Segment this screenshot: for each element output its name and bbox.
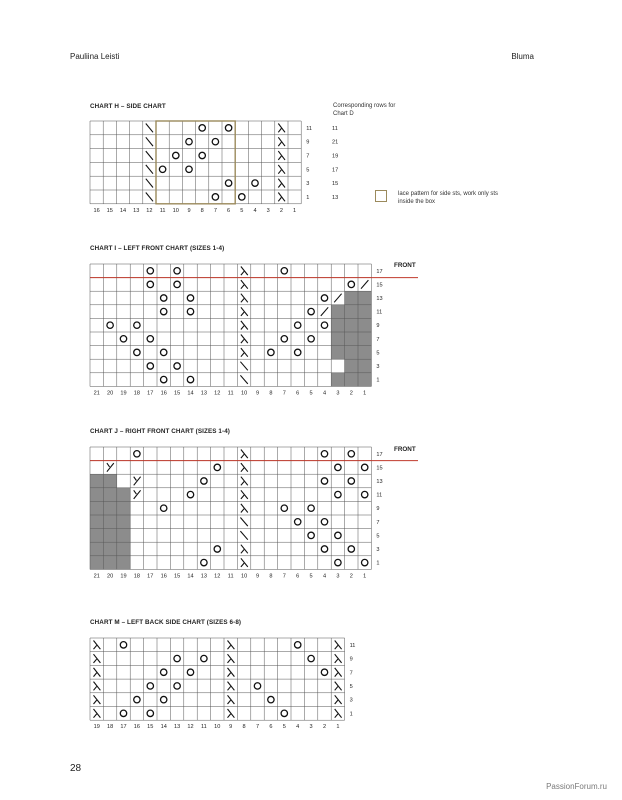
row-label: 11 <box>376 309 383 316</box>
column-label: 7 <box>282 390 286 397</box>
column-label: 12 <box>214 573 221 580</box>
column-label: 13 <box>200 573 208 580</box>
chart-j-front-label: FRONT <box>394 446 416 453</box>
row-label: 3 <box>306 181 310 188</box>
column-label: 14 <box>187 573 194 580</box>
column-label: 3 <box>266 207 270 214</box>
column-label: 2 <box>322 724 327 731</box>
column-label: 9 <box>229 724 233 731</box>
column-label: 7 <box>255 724 260 731</box>
column-label: 9 <box>255 390 260 397</box>
column-label: 16 <box>160 390 167 397</box>
column-label: 5 <box>240 207 244 214</box>
column-label: 12 <box>214 390 221 397</box>
chart-d-row-label: 15 <box>332 181 339 188</box>
decrease-symbol <box>94 695 101 704</box>
column-label: 2 <box>349 390 353 397</box>
column-label: 18 <box>133 573 141 580</box>
column-label: 15 <box>106 207 113 214</box>
column-label: 12 <box>187 724 194 731</box>
yarn-over-symbol <box>174 683 180 689</box>
row-label: 5 <box>306 167 310 174</box>
column-label: 7 <box>213 207 217 214</box>
column-label: 21 <box>93 390 100 397</box>
row-label: 1 <box>376 560 380 567</box>
decrease-symbol <box>94 641 101 650</box>
row-label: 7 <box>376 336 380 343</box>
decrease-symbol <box>228 695 235 704</box>
column-label: 2 <box>279 207 283 214</box>
row-label: 17 <box>376 451 383 458</box>
header-title: Bluma <box>511 52 534 61</box>
column-label: 9 <box>255 573 260 580</box>
column-label: 17 <box>147 390 154 397</box>
column-label: 15 <box>147 724 154 731</box>
chart-d-row-label: 17 <box>332 167 339 174</box>
row-label: 15 <box>376 282 383 289</box>
column-label: 8 <box>200 207 204 214</box>
row-label: 15 <box>376 465 383 472</box>
watermark: PassionForum.ru <box>546 782 607 791</box>
column-label: 3 <box>336 573 340 580</box>
chart-i-front-label: FRONT <box>394 262 416 269</box>
column-label: 13 <box>173 724 181 731</box>
yarn-over-symbol <box>295 642 301 648</box>
decrease-symbol <box>335 682 342 691</box>
column-label: 11 <box>227 573 234 580</box>
column-label: 15 <box>173 573 181 580</box>
row-label: 9 <box>376 506 380 513</box>
column-label: 10 <box>240 390 248 397</box>
column-label: 13 <box>133 207 140 214</box>
column-label: 10 <box>214 724 221 731</box>
column-label: 14 <box>187 390 194 397</box>
decrease-symbol <box>335 641 342 650</box>
decrease-symbol <box>94 668 101 677</box>
chart-d-row-label: 11 <box>332 125 338 132</box>
column-label: 18 <box>106 724 114 731</box>
yarn-over-symbol <box>281 710 287 716</box>
column-label: 14 <box>160 724 167 731</box>
row-label: 7 <box>306 153 310 160</box>
decrease-symbol <box>335 695 342 704</box>
column-label: 4 <box>322 390 327 397</box>
chart-m-title: CHART M – LEFT BACK SIDE CHART (SIZES 6-8) <box>90 619 242 626</box>
row-label: 9 <box>306 139 310 146</box>
row-label: 13 <box>376 479 383 485</box>
column-label: 21 <box>93 573 100 580</box>
column-label: 3 <box>336 390 340 397</box>
page-number: 28 <box>70 763 82 774</box>
row-label: 5 <box>376 533 380 540</box>
column-label: 20 <box>106 390 114 397</box>
column-label: 8 <box>242 724 246 731</box>
column-label: 13 <box>200 390 208 397</box>
decrease-symbol <box>228 668 235 677</box>
yarn-over-symbol <box>187 669 193 675</box>
column-label: 1 <box>293 207 297 214</box>
column-label: 11 <box>159 207 166 214</box>
column-label: 19 <box>120 573 127 580</box>
chart-d-row-label: 21 <box>332 139 339 146</box>
column-label: 5 <box>309 573 313 580</box>
column-label: 19 <box>120 390 127 397</box>
column-label: 5 <box>309 390 313 397</box>
decrease-symbol <box>335 668 342 677</box>
yarn-over-symbol <box>161 669 167 675</box>
decrease-symbol <box>94 682 101 691</box>
yarn-over-symbol <box>254 683 260 689</box>
decrease-symbol <box>228 641 235 650</box>
column-label: 19 <box>93 724 100 731</box>
yarn-over-symbol <box>174 655 180 661</box>
column-label: 10 <box>240 573 248 580</box>
row-label: 1 <box>376 377 380 384</box>
row-label: 7 <box>349 670 353 677</box>
row-label: 11 <box>349 642 356 649</box>
row-label: 1 <box>306 194 310 201</box>
decrease-symbol <box>94 654 101 663</box>
row-label: 9 <box>349 656 353 663</box>
yarn-over-symbol <box>120 710 126 716</box>
column-label: 8 <box>269 573 273 580</box>
yarn-over-symbol <box>147 683 153 689</box>
chart-h-title: CHART H – SIDE CHART <box>90 103 166 110</box>
decrease-symbol <box>335 654 342 663</box>
column-label: 14 <box>119 207 127 214</box>
column-label: 15 <box>173 390 181 397</box>
decrease-symbol <box>228 654 235 663</box>
column-label: 1 <box>336 724 340 731</box>
yarn-over-symbol <box>134 696 140 702</box>
legend-box-text: lace pattern for side sts, work only sts inside the box <box>398 191 499 205</box>
row-label: 3 <box>376 547 380 553</box>
column-label: 4 <box>296 724 300 731</box>
chart-d-row-label: 19 <box>332 153 339 160</box>
column-label: 6 <box>296 573 300 580</box>
column-label: 8 <box>269 390 273 397</box>
row-label: 5 <box>376 350 380 357</box>
column-label: 6 <box>296 390 300 397</box>
column-label: 11 <box>227 390 234 397</box>
row-label: 9 <box>376 323 380 330</box>
row-label: 13 <box>376 296 383 302</box>
row-label: 1 <box>349 711 353 718</box>
row-label: 3 <box>349 697 353 704</box>
yarn-over-symbol <box>120 642 126 648</box>
row-label: 17 <box>376 268 383 275</box>
yarn-over-symbol <box>161 696 167 702</box>
column-label: 5 <box>282 724 286 731</box>
column-label: 16 <box>160 573 167 580</box>
row-label: 11 <box>306 125 313 132</box>
decrease-symbol <box>228 682 235 691</box>
corresponding-rows-note: Corresponding rows for Chart D <box>333 103 396 117</box>
column-label: 9 <box>187 207 191 214</box>
column-label: 4 <box>322 573 327 580</box>
column-label: 1 <box>363 390 367 397</box>
yarn-over-symbol <box>268 696 274 702</box>
column-label: 17 <box>147 573 154 580</box>
column-label: 20 <box>106 573 114 580</box>
column-label: 1 <box>363 573 367 580</box>
column-label: 4 <box>253 207 257 214</box>
row-label: 7 <box>376 519 380 526</box>
column-label: 2 <box>349 573 353 580</box>
column-label: 10 <box>172 207 179 214</box>
chart-j-title: CHART J – RIGHT FRONT CHART (SIZES 1-4) <box>90 428 230 435</box>
row-label: 11 <box>376 492 383 499</box>
chart-i-title: CHART I – LEFT FRONT CHART (SIZES 1-4) <box>90 245 225 252</box>
column-label: 6 <box>227 207 231 214</box>
column-label: 16 <box>133 724 141 731</box>
column-label: 6 <box>269 724 273 731</box>
column-label: 18 <box>133 390 141 397</box>
chart-d-row-label: 13 <box>332 194 339 201</box>
column-label: 17 <box>120 724 127 731</box>
column-label: 12 <box>146 207 153 214</box>
yarn-over-symbol <box>147 710 153 716</box>
column-label: 7 <box>282 573 286 580</box>
decrease-symbol <box>335 709 342 718</box>
column-label: 11 <box>200 724 207 731</box>
column-label: 3 <box>309 724 313 731</box>
decrease-symbol <box>228 709 235 718</box>
row-label: 5 <box>349 683 353 690</box>
yarn-over-symbol <box>321 669 327 675</box>
yarn-over-symbol <box>308 655 314 661</box>
yarn-over-symbol <box>201 655 207 661</box>
column-label: 16 <box>93 207 100 214</box>
header-author: Pauliina Leisti <box>70 52 120 61</box>
decrease-symbol <box>94 709 101 718</box>
row-label: 3 <box>376 364 380 370</box>
